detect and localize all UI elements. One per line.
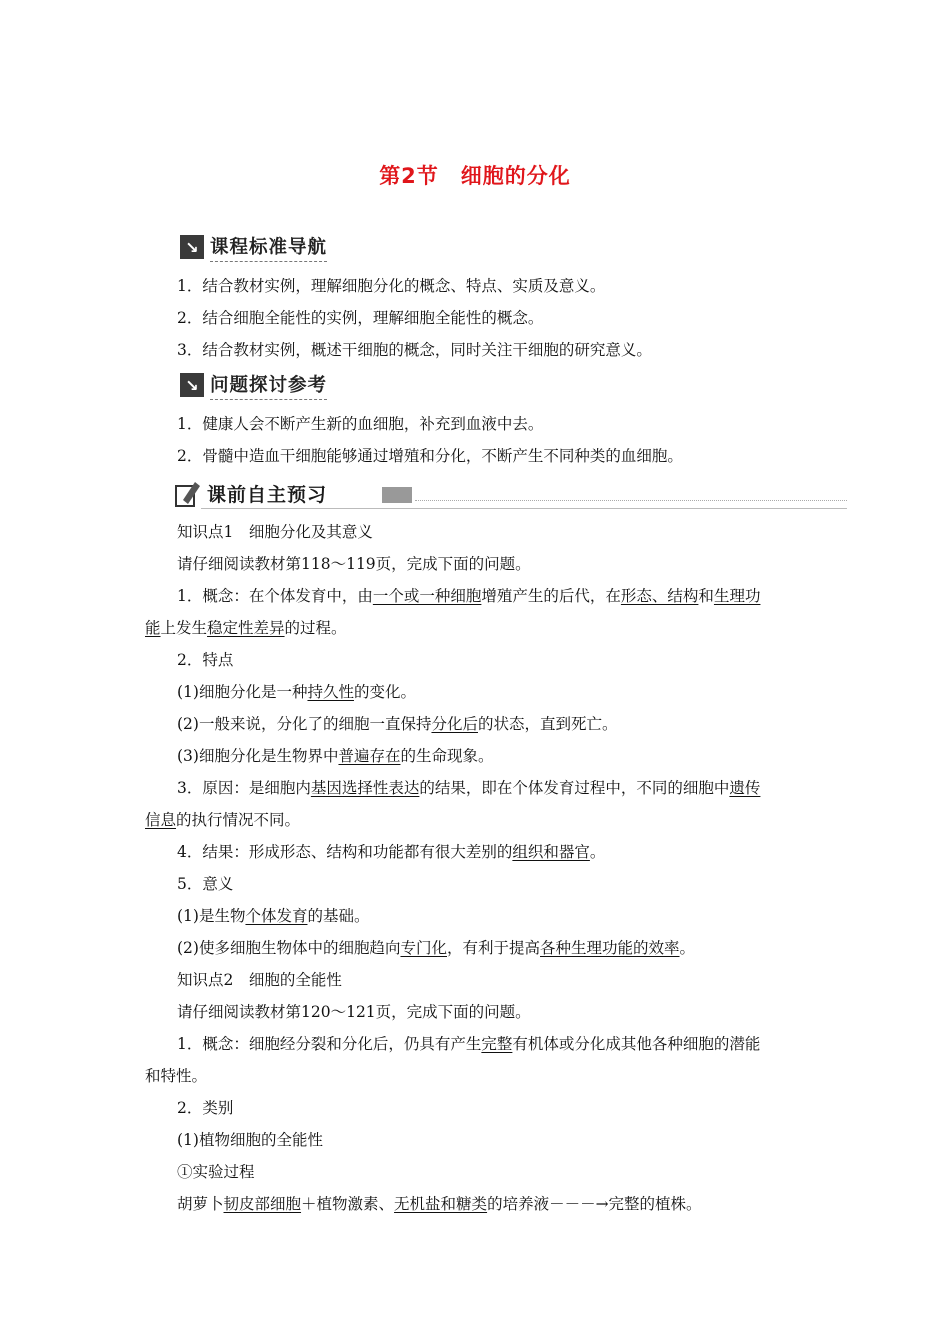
list-item: 2．骨髓中造血干细胞能够通过增殖和分化，不断产生不同种类的血细胞。 [177, 447, 683, 465]
paragraph: 2．类别 [177, 1099, 234, 1117]
answer-blank: 组织和器官 [512, 843, 590, 861]
page-title: 第2节 细胞的分化 [379, 164, 571, 188]
answer-blank: 无机盐和糖类 [394, 1195, 488, 1213]
paragraph: (1)植物细胞的全能性 [177, 1131, 323, 1149]
paragraph: 3．原因：是细胞内基因选择性表达的结果，即在个体发育过程中，不同的细胞中遗传 [177, 779, 761, 797]
list-item: 1．结合教材实例，理解细胞分化的概念、特点、实质及意义。 [177, 277, 606, 295]
paragraph: 1．概念：细胞经分裂和分化后，仍具有产生完整有机体或分化成其他各种细胞的潜能 [177, 1035, 761, 1053]
answer-blank: 遗传 [729, 779, 761, 797]
arrow-box-icon: ↘ [180, 235, 204, 259]
paragraph: ①实验过程 [177, 1163, 255, 1181]
paragraph: (3)细胞分化是生物界中普遍存在的生命现象。 [177, 747, 494, 765]
answer-blank: 稳定性差异 [207, 619, 285, 637]
paragraph: 胡萝卜韧皮部细胞＋植物激素、无机盐和糖类的培养液－－－→完整的植株。 [177, 1195, 702, 1213]
answer-blank: 信息 [145, 811, 177, 829]
paragraph: 能上发生稳定性差异的过程。 [145, 619, 347, 637]
section-header-standards [180, 232, 327, 262]
paragraph: (1)细胞分化是一种持久性的变化。 [177, 683, 416, 701]
divider [201, 508, 847, 509]
answer-blank: 个体发育 [245, 907, 308, 925]
knowledge-heading: 知识点1 细胞分化及其意义 [177, 523, 373, 541]
paragraph: 信息的执行情况不同。 [145, 811, 301, 829]
list-item: 2．结合细胞全能性的实例，理解细胞全能性的概念。 [177, 309, 544, 327]
paragraph: 1．概念：在个体发育中，由一个或一种细胞增殖产生的后代，在形态、结构和生理功 [177, 587, 761, 605]
answer-blank: 各种生理功能的效率 [540, 939, 680, 957]
paragraph: 2．特点 [177, 651, 234, 669]
paragraph: 和特性。 [145, 1067, 208, 1085]
answer-blank: 完整 [481, 1035, 513, 1053]
section-banner-preview [175, 478, 847, 512]
paragraph: 请仔细阅读教材第118～119页，完成下面的问题。 [177, 555, 531, 573]
paragraph: 请仔细阅读教材第120～121页，完成下面的问题。 [177, 1003, 531, 1021]
paragraph: (2)使多细胞生物体中的细胞趋向专门化，有利于提高各种生理功能的效率。 [177, 939, 696, 957]
answer-blank: 形态、结构 [620, 587, 699, 605]
answer-blank: 普遍存在 [338, 747, 401, 765]
knowledge-heading: 知识点2 细胞的全能性 [177, 971, 342, 989]
answer-blank: 一个或一种细胞 [372, 587, 482, 605]
divider [415, 500, 847, 501]
list-item: 1．健康人会不断产生新的血细胞，补充到血液中去。 [177, 415, 544, 433]
paragraph: (1)是生物个体发育的基础。 [177, 907, 370, 925]
paragraph: 4．结果：形成形态、结构和功能都有很大差别的组织和器官。 [177, 843, 606, 861]
pen-icon [175, 480, 201, 508]
paragraph: (2)一般来说，分化了的细胞一直保持分化后的状态，直到死亡。 [177, 715, 618, 733]
section-label: 课前自主预习 [207, 484, 328, 506]
answer-blank: 分化后 [431, 715, 478, 733]
answer-blank: 能 [145, 619, 161, 637]
section-header-discussion [180, 370, 327, 400]
section-label: 课程标准导航 [210, 233, 327, 262]
section-label: 问题探讨参考 [210, 371, 327, 400]
arrow-box-icon: ↘ [180, 373, 204, 397]
answer-blank: 韧皮部细胞 [223, 1195, 302, 1213]
answer-blank: 持久性 [307, 683, 354, 701]
answer-blank: 专门化 [400, 939, 447, 957]
answer-blank: 基因选择性表达 [310, 779, 420, 797]
banner-block [382, 487, 412, 503]
list-item: 3．结合教材实例，概述干细胞的概念，同时关注干细胞的研究意义。 [177, 341, 652, 359]
answer-blank: 生理功 [713, 587, 761, 605]
paragraph: 5．意义 [177, 875, 234, 893]
